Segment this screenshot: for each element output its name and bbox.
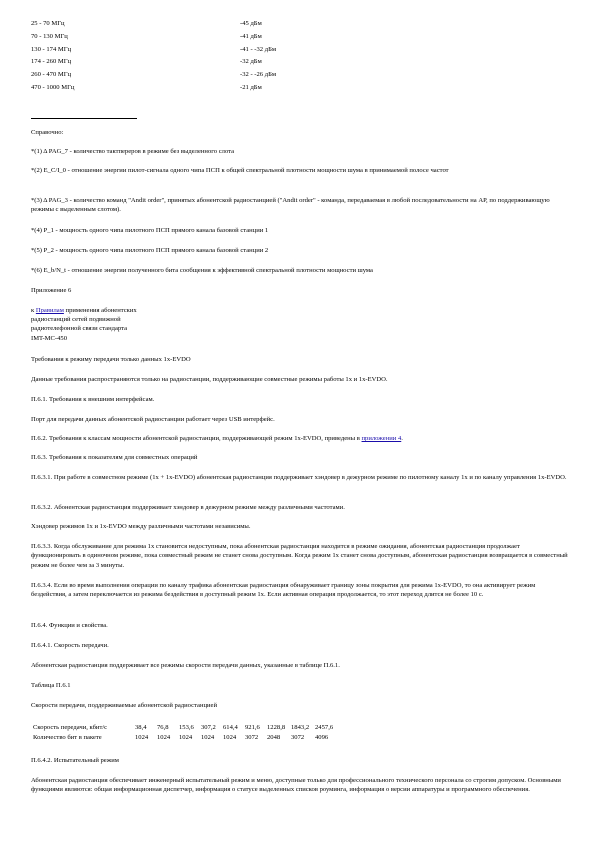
appendix-line: радиостанций сетей подвижной <box>31 316 121 323</box>
band-cell: 260 - 470 МГц <box>31 71 72 79</box>
appendix-4-link[interactable]: приложении 4 <box>361 435 402 442</box>
appendix-intro <box>31 306 571 315</box>
paragraph: П.6.3.4. Если во время выполнения операции по каналу трафика абонентская радиостанция обнаруживает границу зоны покрытия для режима 1x-EVDO, то она активирует режим бездействия, а затем переключается из режима бездействия в доступный режим 1x. Если активная операция продолжается, то этот переход длится не более 10 с. <box>31 582 536 599</box>
section-heading: П.6.4.2. Испытательный режим <box>31 757 119 764</box>
row-label: Количество бит в пакете <box>33 734 102 741</box>
table-row <box>31 69 331 82</box>
s2-prefix: П.6.2. Требования к классам мощности абонентской радиостанции, поддерживающей режим 1x-EVDO, приведены в <box>31 435 362 442</box>
appendix-intro-prefix: к <box>31 307 36 314</box>
footnote: *(6) E_b/N_t - отношение энергии полученного бита сообщения к эффективной спектральной плотности мощности шума <box>31 267 373 274</box>
appendix-intro-rest: применения абонентских <box>63 307 137 314</box>
table-cell: 3072 <box>291 734 305 741</box>
table-row <box>33 723 339 733</box>
appendix-line: IMT-MC-450 <box>31 335 68 342</box>
footnote-divider <box>31 118 137 119</box>
band-cell: 174 - 260 МГц <box>31 58 72 66</box>
table-cell: 1024 <box>179 734 193 741</box>
band-cell: 70 - 130 МГц <box>31 32 68 40</box>
appendix-title: Приложение 6 <box>31 287 72 294</box>
speed-table <box>33 723 339 743</box>
table-row <box>33 733 339 743</box>
table-cell: 3072 <box>245 734 259 741</box>
section-heading: П.6.4.1. Скорость передачи. <box>31 642 109 649</box>
table-row <box>31 44 331 57</box>
paragraph: Хэндовер режимов 1x и 1x-EVDO между различными частотами независимы. <box>31 523 251 530</box>
level-cell: -41 дБм <box>240 32 262 40</box>
table-row <box>31 31 331 44</box>
row-label: Скорость передачи, кбит/с <box>33 724 108 731</box>
rules-link[interactable]: Правилам <box>35 307 64 314</box>
table-cell: 921,6 <box>245 724 260 731</box>
table-cell: 1228,8 <box>267 724 286 731</box>
footnote: *(5) P_2 - мощность одного чипа пилотного ПСП прямого канала базовой станции 2 <box>31 247 269 254</box>
level-cell: -32 - -26 дБм <box>240 71 277 79</box>
section-heading: П.6.1. Требования к внешним интерфейсам. <box>31 396 155 403</box>
appendix-line: радиотелефонной связи стандарта <box>31 325 128 332</box>
table-cell: 1843,2 <box>291 724 310 731</box>
table-cell: 38,4 <box>135 724 147 731</box>
footnote: *(4) P_1 - мощность одного чипа пилотного ПСП прямого канала базовой станции 1 <box>31 227 269 234</box>
level-cell: -32 дБм <box>240 58 262 66</box>
table-title: Таблица П.6.1 <box>31 682 71 689</box>
footnote: *(2) E_C/I_0 - отношение энергии пилот-сигнала одного чипа ПСП к общей спектральной плотности мощности шума в принимаемой полосе частот <box>31 167 449 174</box>
table-cell: 153,6 <box>179 724 194 731</box>
reference-heading: Справочно: <box>31 129 64 136</box>
table-cell: 307,2 <box>201 724 216 731</box>
table-cell: 614,4 <box>223 724 238 731</box>
paragraph: Порт для передачи данных абонентской радиостанции работает через USB интерфейс. <box>31 416 275 423</box>
table-cell: 1024 <box>223 734 237 741</box>
table-cell: 1024 <box>135 734 149 741</box>
table-row <box>31 82 331 95</box>
s2-suffix: . <box>401 435 403 442</box>
table-row <box>31 18 331 31</box>
paragraph: Абонентская радиостанция обеспечивает инженерный испытательный режим и меню, доступные только для профессионального технического персонала со строгим допуском. Основными функциями являются: общая информационная диспетчер, информация о статусе выделенных списков роуминга, информация о версии аппаратуры и программного обеспечения. <box>31 777 561 794</box>
paragraph: П.6.3.3. Когда обслуживание для режима 1x становится недоступным, пока абонентская радиостанция находится в режиме ожидания, абонентская радиостанция продолжает функционировать в одиночном режиме, пока совместный режим не станет снова доступным. Когда режим 1x станет снова доступным, абонентская радиостанция возвращается в совместный режим не более чем за 3 минуты. <box>31 543 568 569</box>
section-heading: П.6.3. Требования к показателям для совместных операций <box>31 454 198 461</box>
paragraph <box>31 434 571 443</box>
section-title: Требования к режиму передачи только данных 1x-EVDO <box>31 356 191 363</box>
section-heading: П.6.4. Функции и свойства. <box>31 622 108 629</box>
table-cell: 1024 <box>201 734 215 741</box>
level-cell: -21 дБм <box>240 83 262 91</box>
band-cell: 130 - 174 МГц <box>31 45 72 53</box>
table-cell: 2457,6 <box>315 724 334 731</box>
footnote: *(1) Δ PAG_7 - количество тактпереров в режиме без выделенного слота <box>31 148 235 155</box>
table-cell: 1024 <box>157 734 171 741</box>
table-caption: Скорости передачи, поддерживаемые абонентской радиостанцией <box>31 702 217 709</box>
level-cell: -41 - -32 дБм <box>240 45 277 53</box>
table-cell: 2048 <box>267 734 281 741</box>
table-row <box>31 56 331 69</box>
paragraph: П.6.3.1. При работе в совместном режиме (1x + 1x-EVDO) абонентская радиостанция поддерживает хэндовер в дежурном режиме по пилотному каналу 1x и по каналу управления 1x-EVDO. <box>31 474 567 481</box>
table-cell: 76,8 <box>157 724 169 731</box>
paragraph: П.6.3.2. Абонентская радиостанция поддерживает хэндовер в дежурном режиме между различными частотами. <box>31 504 345 511</box>
paragraph: Абонентская радиостанция поддерживает все режимы скорости передачи данных, указанные в таблице П.6.1. <box>31 662 340 669</box>
paragraph: Данные требования распространяются только на радиостанции, поддерживающие совместные режимы работы 1x и 1x-EVDO. <box>31 376 388 383</box>
band-cell: 470 - 1000 МГц <box>31 83 75 91</box>
table-cell: 4096 <box>315 734 329 741</box>
footnote: *(3) Δ PAG_3 - количество команд "Andit order", принятых абонентской радиостанцией ("Andit order" - команда, передаваемая в любой последовательности на AP, по поддерживающую режимы с выделенным слотом). <box>31 197 550 214</box>
band-cell: 25 - 70 МГц <box>31 20 65 27</box>
level-cell: -45 дБм <box>240 20 262 27</box>
frequency-table <box>31 18 331 95</box>
